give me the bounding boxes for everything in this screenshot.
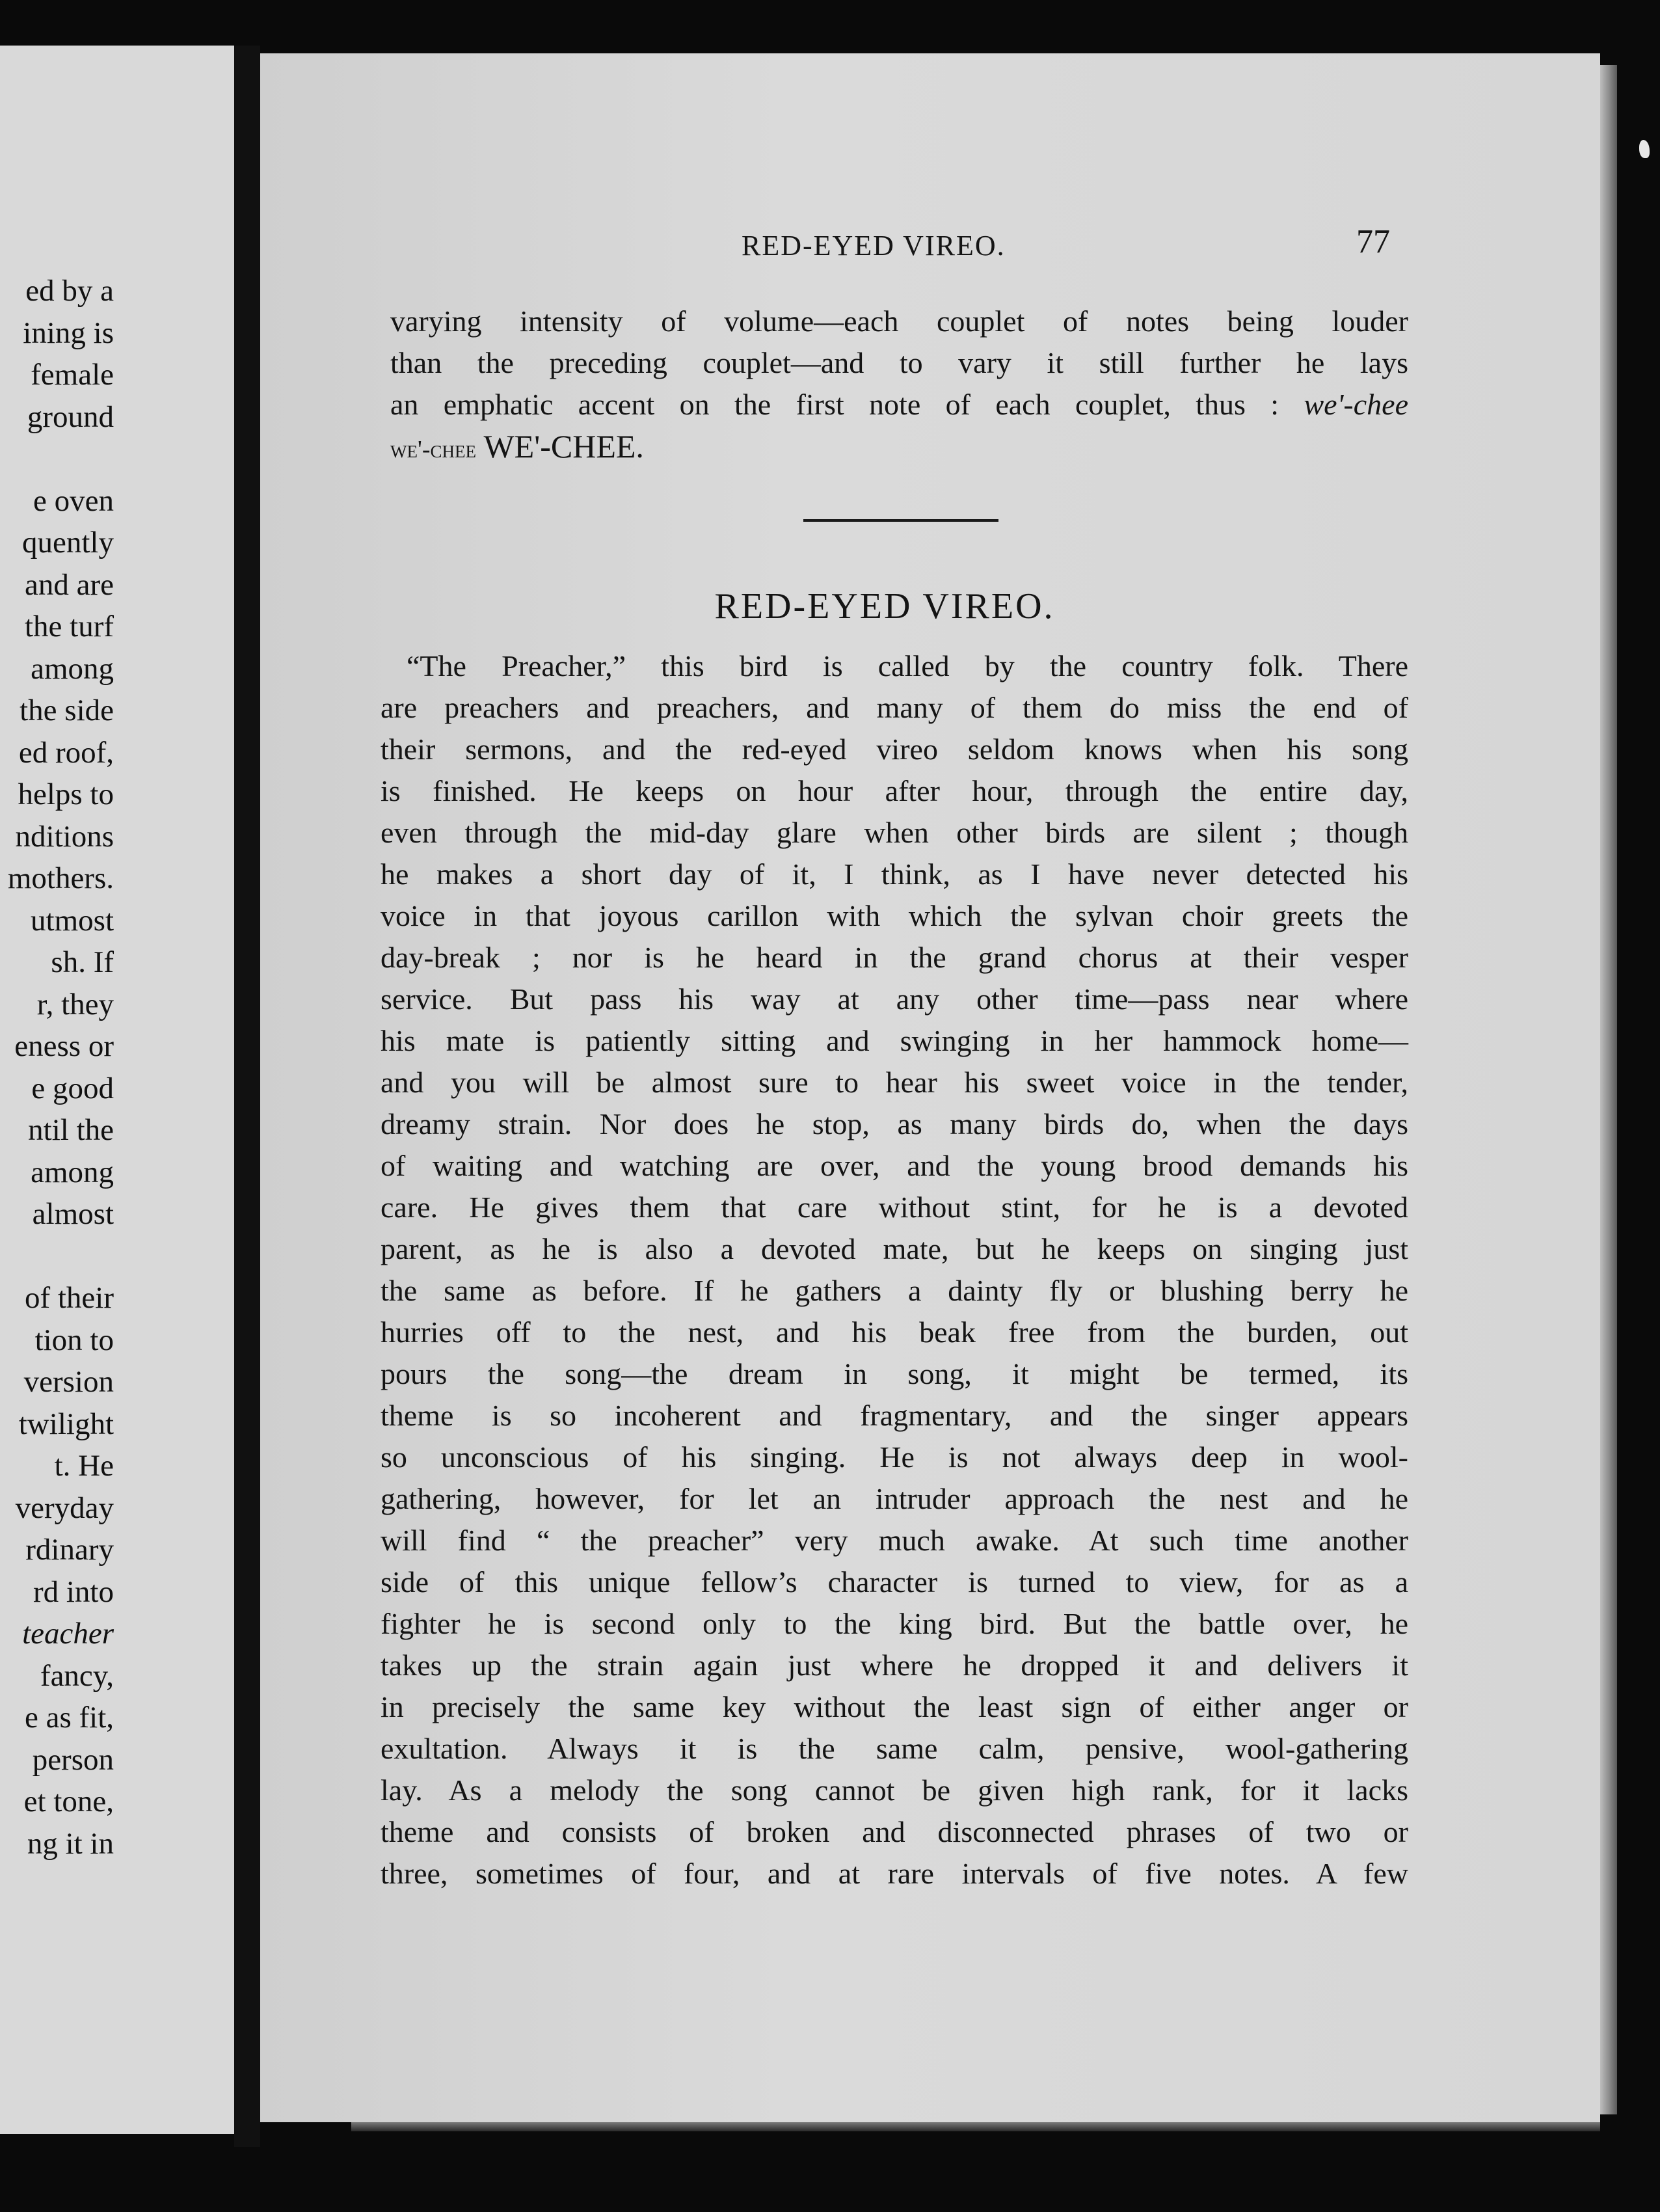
body-paragraph [381,645,1408,1895]
body-line: parent, as he is also a devoted mate, but he keeps on singing just [381,1232,1408,1265]
left-page-line: among [31,1155,114,1189]
body-line: is finished. He keeps on hour after hour, through the entire day, [381,774,1408,807]
body-line: “The Preacher,” this bird is called by the country folk. There [407,649,1408,682]
body-line: fighter he is second only to the king bird. But the battle over, he [381,1607,1408,1640]
body-line: their sermons, and the red-eyed vireo seldom knows when his song [381,733,1408,766]
body-line: will find “ the preacher” very much awake. At such time another [381,1524,1408,1557]
left-page-line: among [31,651,114,686]
left-page-line: veryday [15,1490,114,1525]
body-line: day-break ; nor is he heard in the grand chorus at their vesper [381,941,1408,974]
left-page-line: helps to [18,777,114,811]
left-page-line: t. He [54,1449,114,1483]
page-bottom-edge [351,2122,1600,2131]
left-page-line: quently [22,526,114,560]
left-page-line: utmost [31,903,114,937]
left-page-line: et tone, [23,1785,114,1818]
left-page-line: fancy, [40,1658,114,1693]
left-page-line: ed by a [25,274,114,308]
left-page-line: ground [27,399,114,434]
left-page-line: e as fit, [24,1701,114,1734]
left-page-line: ng it in [27,1826,114,1861]
intro-line-with-call [390,384,1408,425]
left-page-line: tion to [34,1323,114,1357]
body-line: exultation. Always it is the same calm, pensive, wool-gathering [381,1732,1408,1765]
intro-line: than the preceding couplet—and to vary it still further he lays [390,346,1408,379]
intro-call-line [390,425,1408,467]
body-line: hurries off to the nest, and his beak free from the burden, out [381,1315,1408,1349]
body-line: his mate is patiently sitting and swinging in her hammock home— [381,1024,1408,1057]
body-line: care. He gives them that care without stint, for he is a devoted [381,1191,1408,1224]
left-page-line: e oven [33,483,114,518]
body-line: so unconscious of his singing. He is not always deep in wool- [381,1440,1408,1474]
left-page-line: eness or [14,1029,114,1063]
body-line: service. But pass his way at any other time—pass near where [381,982,1408,1016]
body-line: in precisely the same key without the least sign of either anger or [381,1690,1408,1723]
left-page-line: r, they [36,987,114,1021]
body-line: pours the song—the dream in song, it might be termed, its [381,1357,1408,1390]
left-page-line: sh. If [51,945,114,979]
body-line: three, sometimes of four, and at rare intervals of five notes. A few [381,1857,1408,1890]
left-page-line: ed roof, [18,735,114,770]
left-page-line: version [23,1365,114,1399]
body-line: and you will be almost sure to hear his sweet voice in the tender, [381,1066,1408,1099]
page-stack-edge [1600,65,1617,2114]
body-line: takes up the strain again just where he dropped it and delivers it [381,1649,1408,1682]
book-gutter [234,46,260,2147]
body-line: dreamy strain. Nor does he stop, as many birds do, when the days [381,1107,1408,1140]
left-page-line: ining is [23,316,114,350]
call-notation-medium: we'-chee [390,436,476,463]
section-title: RED-EYED VIREO. [714,586,1055,627]
left-page-line: person [32,1742,114,1777]
left-page-line: rd into [33,1574,114,1609]
left-page-line: almost [32,1197,114,1231]
body-line: he makes a short day of it, I think, as I have never detected his [381,857,1408,891]
left-page-line: the side [20,694,114,727]
left-page-line: teacher [22,1617,114,1651]
body-line: the same as before. If he gathers a dainty fly or blushing berry he [381,1274,1408,1307]
body-line: of waiting and watching are over, and the young brood demands his [381,1149,1408,1182]
body-line: gathering, however, for let an intruder approach the nest and he [381,1482,1408,1515]
body-line: lay. As a melody the song cannot be given high rank, for it lacks [381,1774,1408,1807]
intro-paragraph [390,301,1408,467]
left-page-line: twilight [18,1407,114,1441]
left-page-line: e good [31,1071,114,1105]
left-page-line: and are [25,567,114,602]
body-line: theme and consists of broken and disconnected phrases of two or [381,1815,1408,1848]
call-notation-soft: we'-chee [1304,388,1408,421]
left-page-fragment [0,46,234,2134]
intro-line-text: an emphatic accent on the first note of each couplet, thus : [390,388,1279,421]
call-notation-loud: WE'-CHEE. [483,428,644,465]
running-head: RED-EYED VIREO. [742,230,1006,262]
left-page-line: ntil the [28,1113,114,1147]
page-number: 77 [1356,223,1390,260]
left-page-line: rdinary [25,1533,114,1567]
left-page-line: mothers. [7,861,114,895]
intro-line: varying intensity of volume—each couplet of notes being louder [390,304,1408,338]
body-line: even through the mid-day glare when other birds are silent ; though [381,816,1408,849]
left-page-line: the turf [24,610,114,643]
left-page-line: of their [24,1281,114,1315]
left-page-line: female [31,358,114,392]
section-divider [803,519,998,522]
left-page-line: nditions [15,819,114,854]
body-line: theme is so incoherent and fragmentary, and the singer appears [381,1399,1408,1432]
body-line: voice in that joyous carillon with which the sylvan choir greets the [381,899,1408,932]
scan-speck [1639,140,1650,158]
body-line: side of this unique fellow’s character is turned to view, for as a [381,1565,1408,1598]
body-line: are preachers and preachers, and many of them do miss the end of [381,691,1408,724]
